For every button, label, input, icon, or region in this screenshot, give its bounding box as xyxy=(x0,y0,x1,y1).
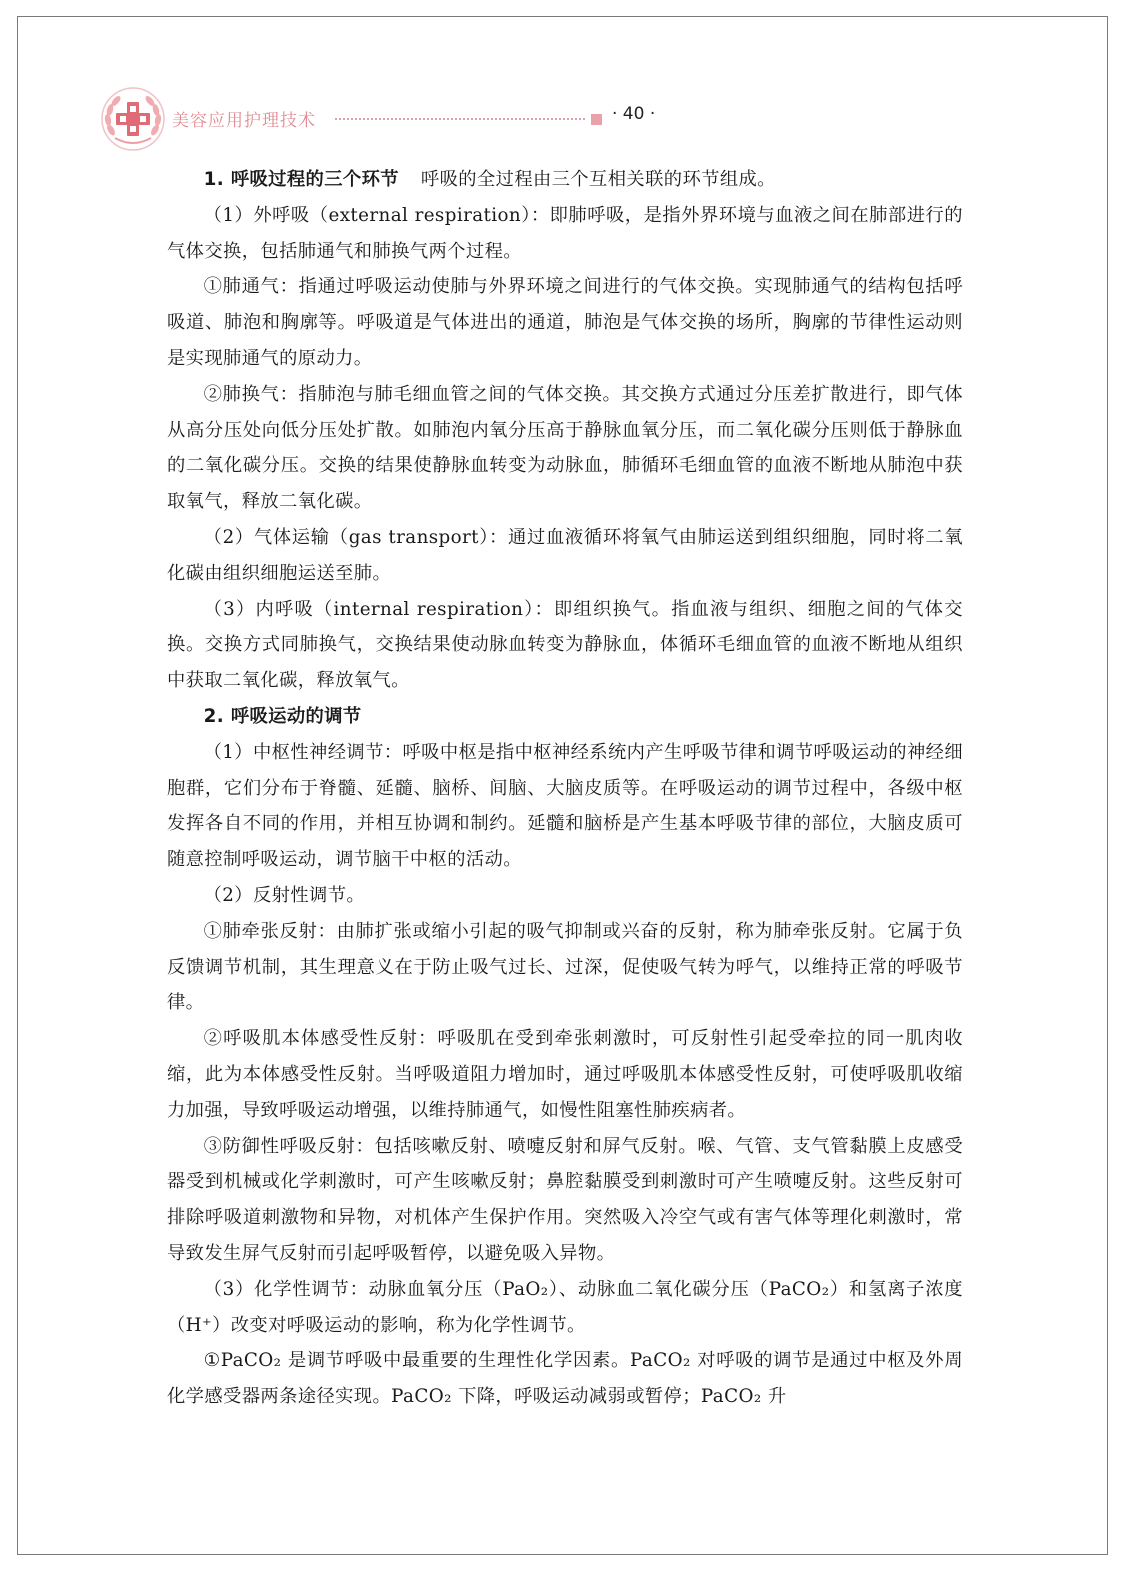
header-square-marker xyxy=(591,114,602,125)
paragraph xyxy=(167,162,963,198)
paragraph: （2）反射性调节。 xyxy=(203,884,366,906)
paragraph: ①肺通气：指通过呼吸运动使肺与外界环境之间进行的气体交换。实现肺通气的结构包括呼吸道、肺泡和胸廓等。呼吸道是气体进出的通道，肺泡是气体交换的场所，胸廓的节律性运动则是实现肺通气的原动力。 xyxy=(167,276,963,369)
paragraph: （1）中枢性神经调节：呼吸中枢是指中枢神经系统内产生呼吸节律和调节呼吸运动的神经细胞群，它们分布于脊髓、延髓、脑桥、间脑、大脑皮质等。在呼吸运动的调节过程中，各级中枢发挥各自不同的作用，并相互协调和制约。延髓和脑桥是产生基本呼吸节律的部位，大脑皮质可随意控制呼吸运动，调节脑干中枢的活动。 xyxy=(167,741,963,871)
book-title: 美容应用护理技术 xyxy=(172,111,316,131)
paragraph xyxy=(167,699,963,735)
paragraph-text: 呼吸的全过程由三个互相关联的环节组成。 xyxy=(420,169,776,190)
section-heading: 2. 呼吸运动的调节 xyxy=(203,705,362,727)
section-heading: 1. 呼吸过程的三个环节 xyxy=(203,169,399,190)
paragraph: （1）外呼吸（external respiration）：即肺呼吸，是指外界环境与血液之间在肺部进行的气体交换，包括肺通气和肺换气两个过程。 xyxy=(167,204,963,262)
body-text xyxy=(167,162,963,1415)
header-dotted-leader xyxy=(335,108,585,120)
page-number: · 40 · xyxy=(612,104,656,124)
paragraph: （3）化学性调节：动脉血氧分压（PaO₂）、动脉血二氧化碳分压（PaCO₂）和氢离子浓度（H⁺）改变对呼吸运动的影响，称为化学性调节。 xyxy=(167,1278,963,1336)
paragraph: ③防御性呼吸反射：包括咳嗽反射、喷嚏反射和屏气反射。喉、气管、支气管黏膜上皮感受器受到机械或化学刺激时，可产生咳嗽反射；鼻腔黏膜受到刺激时可产生喷嚏反射。这些反射可排除呼吸道刺激物和异物，对机体产生保护作用。突然吸入冷空气或有害气体等理化刺激时，常导致发生屏气反射而引起呼吸暂停，以避免吸入异物。 xyxy=(167,1135,963,1264)
paragraph: ①肺牵张反射：由肺扩张或缩小引起的吸气抑制或兴奋的反射，称为肺牵张反射。它属于负反馈调节机制，其生理意义在于防止吸气过长、过深，促使吸气转为呼气，以维持正常的呼吸节律。 xyxy=(167,920,963,1014)
page-header xyxy=(100,86,660,152)
medical-cross-logo-icon xyxy=(100,86,166,152)
paragraph: （2）气体运输（gas transport）：通过血液循环将氧气由肺运送到组织细胞，同时将二氧化碳由组织细胞运送至肺。 xyxy=(167,526,963,584)
paragraph: ①PaCO₂ 是调节呼吸中最重要的生理性化学因素。PaCO₂ 对呼吸的调节是通过中枢及外周化学感受器两条途径实现。PaCO₂ 下降，呼吸运动减弱或暂停；PaCO₂ 升 xyxy=(167,1350,963,1408)
paragraph: （3）内呼吸（internal respiration）：即组织换气。指血液与组织、细胞之间的气体交换。交换方式同肺换气，交换结果使动脉血转变为静脉血，体循环毛细血管的血液不断地从组织中获取二氧化碳，释放氧气。 xyxy=(167,598,963,692)
paragraph: ②呼吸肌本体感受性反射：呼吸肌在受到牵张刺激时，可反射性引起受牵拉的同一肌肉收缩，此为本体感受性反射。当呼吸道阻力增加时，通过呼吸肌本体感受性反射，可使呼吸肌收缩力加强，导致呼吸运动增强，以维持肺通气，如慢性阻塞性肺疾病者。 xyxy=(167,1028,963,1121)
paragraph: ②肺换气：指肺泡与肺毛细血管之间的气体交换。其交换方式通过分压差扩散进行，即气体从高分压处向低分压处扩散。如肺泡内氧分压高于静脉血氧分压，而二氧化碳分压则低于静脉血的二氧化碳分压。交换的结果使静脉血转变为动脉血，肺循环毛细血管的血液不断地从肺泡中获取氧气，释放二氧化碳。 xyxy=(167,383,963,513)
